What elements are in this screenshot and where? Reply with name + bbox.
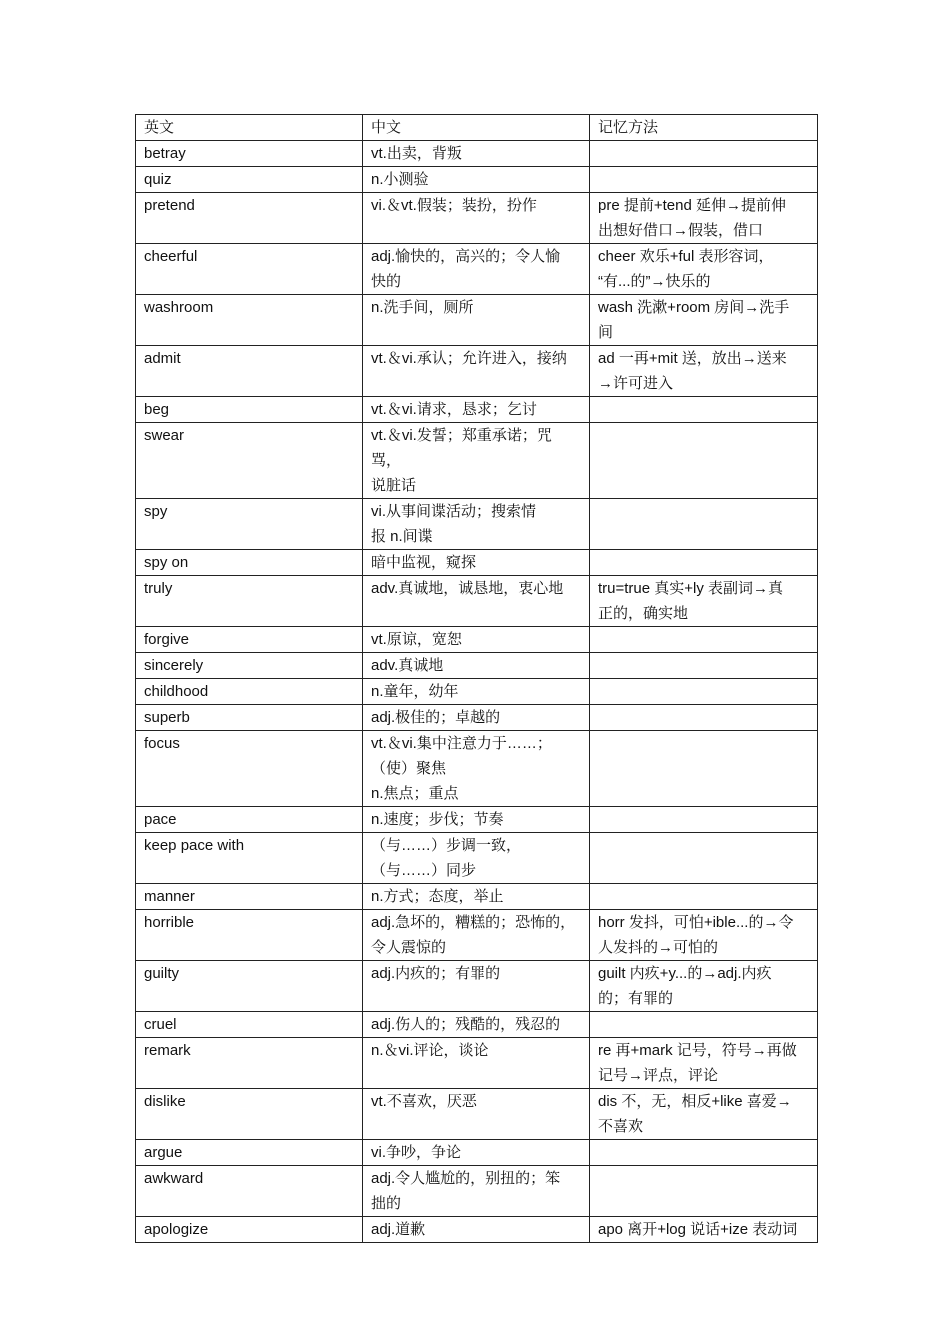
chinese-meaning-line: vt.＆vi.请求，恳求；乞讨 — [371, 401, 537, 418]
chinese-meaning-line: vt.不喜欢，厌恶 — [371, 1093, 477, 1110]
cell-chinese-meaning — [363, 576, 590, 627]
cell-chinese-meaning — [363, 1089, 590, 1140]
cell-memory-method — [590, 1166, 818, 1217]
chinese-meaning-line: adj.内疚的；有罪的 — [371, 965, 501, 982]
chinese-meaning-line: n.童年，幼年 — [371, 683, 459, 700]
cell-english-word: washroom — [136, 295, 363, 346]
cell-chinese-meaning — [363, 627, 590, 653]
cell-memory-method — [590, 576, 818, 627]
chinese-meaning-line: n.洗手间，厕所 — [371, 299, 474, 316]
cell-memory-method — [590, 167, 818, 193]
chinese-meaning-line: vt.出卖，背叛 — [371, 145, 462, 162]
cell-english-word: cheerful — [136, 244, 363, 295]
chinese-meaning-line: n.方式；态度，举止 — [371, 888, 504, 905]
cell-english-word: apologize — [136, 1217, 363, 1243]
cell-english-word: admit — [136, 346, 363, 397]
cell-chinese-meaning — [363, 807, 590, 833]
chinese-meaning-line: vi.＆vt.假装；装扮，扮作 — [371, 197, 537, 214]
header-english: 英文 — [136, 115, 363, 141]
memory-method-line: re 再+mark 记号，符号→再做 — [598, 1042, 797, 1059]
memory-method-line: →许可进入 — [598, 375, 674, 392]
chinese-meaning-line: adj.急坏的，糟糕的；恐怖的， — [371, 914, 576, 931]
cell-english-word: cruel — [136, 1012, 363, 1038]
table-row — [136, 807, 818, 833]
chinese-meaning-line: n.焦点；重点 — [371, 785, 459, 802]
table-row — [136, 1038, 818, 1089]
cell-memory-method — [590, 423, 818, 499]
table-row — [136, 576, 818, 627]
table-row — [136, 1089, 818, 1140]
cell-memory-method — [590, 346, 818, 397]
cell-memory-method — [590, 550, 818, 576]
chinese-meaning-line: 暗中监视，窥探 — [371, 554, 477, 571]
cell-chinese-meaning — [363, 244, 590, 295]
cell-memory-method — [590, 397, 818, 423]
table-row — [136, 295, 818, 346]
cell-english-word: spy — [136, 499, 363, 550]
cell-chinese-meaning — [363, 1217, 590, 1243]
cell-chinese-meaning — [363, 833, 590, 884]
chinese-meaning-line: vt.＆vi.集中注意力于……； — [371, 735, 552, 752]
cell-chinese-meaning — [363, 550, 590, 576]
table-row — [136, 1012, 818, 1038]
cell-english-word: guilty — [136, 961, 363, 1012]
cell-english-word: keep pace with — [136, 833, 363, 884]
cell-memory-method — [590, 295, 818, 346]
cell-english-word: forgive — [136, 627, 363, 653]
cell-chinese-meaning — [363, 1140, 590, 1166]
memory-method-line: “有...的”→快乐的 — [598, 273, 711, 290]
cell-memory-method — [590, 731, 818, 807]
chinese-meaning-line: adj.伤人的；残酷的，残忍的 — [371, 1016, 561, 1033]
cell-chinese-meaning — [363, 910, 590, 961]
table-row — [136, 910, 818, 961]
cell-english-word: betray — [136, 141, 363, 167]
cell-memory-method — [590, 653, 818, 679]
chinese-meaning-line: adj.极佳的；卓越的 — [371, 709, 501, 726]
table-row — [136, 397, 818, 423]
table-row — [136, 499, 818, 550]
cell-english-word: sincerely — [136, 653, 363, 679]
table-row — [136, 1166, 818, 1217]
memory-method-line: 不喜欢 — [598, 1118, 644, 1135]
cell-chinese-meaning — [363, 1038, 590, 1089]
table-row — [136, 653, 818, 679]
table-row — [136, 731, 818, 807]
cell-chinese-meaning — [363, 961, 590, 1012]
cell-english-word: spy on — [136, 550, 363, 576]
chinese-meaning-line: vi.从事间谍活动；搜索情 — [371, 503, 537, 520]
cell-chinese-meaning — [363, 653, 590, 679]
cell-english-word: manner — [136, 884, 363, 910]
chinese-meaning-line: vt.＆vi.承认；允许进入，接纳 — [371, 350, 567, 367]
cell-chinese-meaning — [363, 499, 590, 550]
table-row — [136, 1140, 818, 1166]
cell-chinese-meaning — [363, 1012, 590, 1038]
cell-chinese-meaning — [363, 167, 590, 193]
memory-method-line: 记号→评点，评论 — [598, 1067, 719, 1084]
memory-method-line: 人发抖的→可怕的 — [598, 939, 719, 956]
cell-chinese-meaning — [363, 397, 590, 423]
cell-chinese-meaning — [363, 193, 590, 244]
chinese-meaning-line: 拙的 — [371, 1195, 402, 1212]
chinese-meaning-line: （与……）同步 — [371, 862, 477, 879]
cell-memory-method — [590, 1038, 818, 1089]
table-row — [136, 141, 818, 167]
cell-chinese-meaning — [363, 346, 590, 397]
memory-method-line: 出想好借口→假装，借口 — [598, 222, 764, 239]
memory-method-line: 正的，确实地 — [598, 605, 689, 622]
table-row — [136, 244, 818, 295]
memory-method-line: horr 发抖，可怕+ible...的→令 — [598, 914, 794, 931]
chinese-meaning-line: 快的 — [371, 273, 402, 290]
table-body — [136, 141, 818, 1243]
chinese-meaning-line: （与……）步调一致， — [371, 837, 522, 854]
memory-method-line: wash 洗漱+room 房间→洗手 — [598, 299, 790, 316]
table-row — [136, 679, 818, 705]
header-memory-method: 记忆方法 — [590, 115, 818, 141]
memory-method-line: cheer 欢乐+ful 表形容词， — [598, 248, 774, 265]
cell-english-word: horrible — [136, 910, 363, 961]
cell-english-word: quiz — [136, 167, 363, 193]
cell-chinese-meaning — [363, 679, 590, 705]
table-row — [136, 627, 818, 653]
cell-chinese-meaning — [363, 423, 590, 499]
memory-method-line: pre 提前+tend 延伸→提前伸 — [598, 197, 786, 214]
table-header-row — [136, 115, 818, 141]
chinese-meaning-line: adj.愉快的，高兴的；令人愉 — [371, 248, 561, 265]
chinese-meaning-line: 说脏话 — [371, 477, 417, 494]
cell-english-word: pretend — [136, 193, 363, 244]
cell-memory-method — [590, 833, 818, 884]
cell-english-word: pace — [136, 807, 363, 833]
cell-english-word: focus — [136, 731, 363, 807]
cell-memory-method — [590, 1140, 818, 1166]
memory-method-line: tru=true 真实+ly 表副词→真 — [598, 580, 784, 597]
table-row — [136, 423, 818, 499]
vocabulary-table — [135, 114, 818, 1243]
cell-english-word: superb — [136, 705, 363, 731]
cell-chinese-meaning — [363, 1166, 590, 1217]
cell-english-word: argue — [136, 1140, 363, 1166]
table-row — [136, 550, 818, 576]
chinese-meaning-line: n.速度；步伐；节奏 — [371, 811, 504, 828]
cell-english-word: awkward — [136, 1166, 363, 1217]
cell-chinese-meaning — [363, 884, 590, 910]
chinese-meaning-line: vi.争吵，争论 — [371, 1144, 462, 1161]
cell-chinese-meaning — [363, 295, 590, 346]
memory-method-line: 的；有罪的 — [598, 990, 674, 1007]
cell-memory-method — [590, 1012, 818, 1038]
cell-chinese-meaning — [363, 141, 590, 167]
chinese-meaning-line: adv.真诚地，诚恳地，衷心地 — [371, 580, 564, 597]
memory-method-line: ad 一再+mit 送，放出→送来 — [598, 350, 787, 367]
header-chinese: 中文 — [363, 115, 590, 141]
cell-memory-method — [590, 961, 818, 1012]
cell-memory-method — [590, 679, 818, 705]
cell-memory-method — [590, 910, 818, 961]
table-row — [136, 833, 818, 884]
cell-memory-method — [590, 807, 818, 833]
chinese-meaning-line: vt.＆vi.发誓；郑重承诺；咒骂， — [371, 427, 552, 469]
cell-memory-method — [590, 627, 818, 653]
cell-chinese-meaning — [363, 705, 590, 731]
cell-memory-method — [590, 141, 818, 167]
chinese-meaning-line: adj.道歉 — [371, 1221, 426, 1238]
chinese-meaning-line: （使）聚焦 — [371, 760, 447, 777]
cell-english-word: beg — [136, 397, 363, 423]
memory-method-line: guilt 内疚+y...的→adj.内疚 — [598, 965, 772, 982]
cell-memory-method — [590, 244, 818, 295]
chinese-meaning-line: 令人震惊的 — [371, 939, 447, 956]
chinese-meaning-line: vt.原谅，宽恕 — [371, 631, 462, 648]
cell-english-word: dislike — [136, 1089, 363, 1140]
memory-method-line: apo 离开+log 说话+ize 表动词 — [598, 1221, 798, 1238]
memory-method-line: dis 不，无，相反+like 喜爱→ — [598, 1093, 792, 1110]
cell-english-word: swear — [136, 423, 363, 499]
cell-chinese-meaning — [363, 731, 590, 807]
chinese-meaning-line: adv.真诚地 — [371, 657, 444, 674]
chinese-meaning-line: 报 n.间谍 — [371, 528, 433, 545]
table-row — [136, 705, 818, 731]
table-row — [136, 884, 818, 910]
cell-english-word: truly — [136, 576, 363, 627]
table-row — [136, 961, 818, 1012]
memory-method-line: 间 — [598, 324, 614, 341]
cell-memory-method — [590, 1217, 818, 1243]
cell-memory-method — [590, 193, 818, 244]
table-row — [136, 167, 818, 193]
table-row — [136, 346, 818, 397]
table-row — [136, 193, 818, 244]
chinese-meaning-line: adj.令人尴尬的，别扭的；笨 — [371, 1170, 561, 1187]
cell-memory-method — [590, 884, 818, 910]
cell-memory-method — [590, 1089, 818, 1140]
cell-english-word: childhood — [136, 679, 363, 705]
cell-english-word: remark — [136, 1038, 363, 1089]
table-row — [136, 1217, 818, 1243]
cell-memory-method — [590, 705, 818, 731]
cell-memory-method — [590, 499, 818, 550]
chinese-meaning-line: n.＆vi.评论，谈论 — [371, 1042, 489, 1059]
chinese-meaning-line: n.小测验 — [371, 171, 429, 188]
